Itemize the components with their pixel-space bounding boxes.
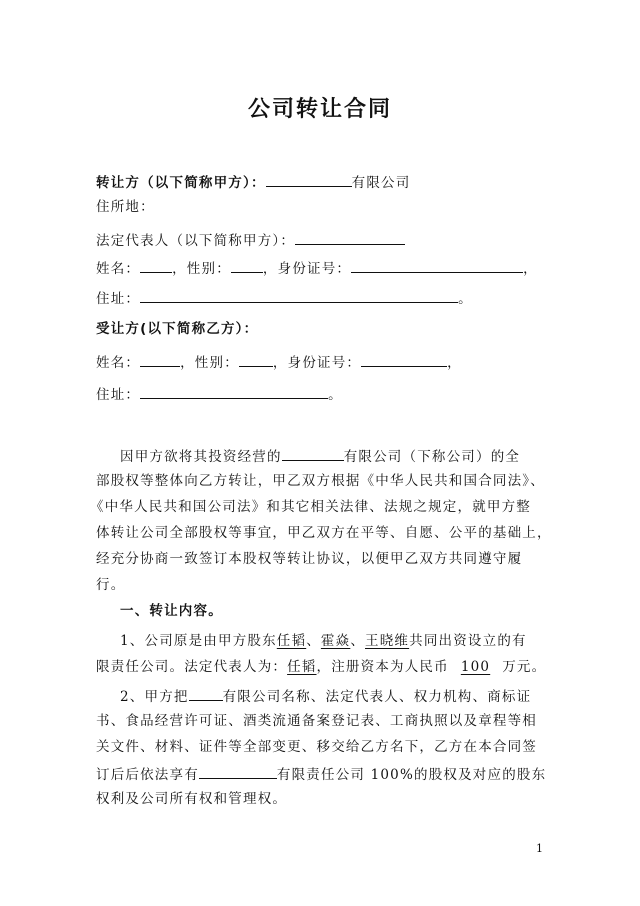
company-blank	[282, 446, 344, 461]
clause-text: 有限责任公司 100%的股权及对应的股东	[276, 767, 547, 783]
separator: 、	[306, 633, 321, 649]
shareholder-name: 任韬	[276, 633, 307, 649]
address-label: 住址：	[96, 291, 141, 307]
address-blank	[140, 384, 328, 399]
company-suffix: 有限公司	[351, 175, 411, 191]
intro-line-6: 行。	[96, 577, 126, 593]
intro-line-3: 《中华人民共和国公司法》和其它相关法律、法规之规定，就甲方整	[90, 499, 531, 515]
comma: ，	[447, 355, 462, 371]
section-heading: 一、转让内容。	[120, 603, 223, 619]
id-blank	[361, 352, 447, 367]
shareholder-name: 王晓维	[365, 633, 410, 649]
legal-rep-line	[96, 230, 405, 250]
gender-blank	[231, 258, 263, 273]
address-blank	[140, 288, 458, 303]
gender-label: ，性别：	[172, 261, 231, 277]
registered-capital: 100	[460, 659, 491, 675]
name-label: 姓名：	[96, 261, 141, 277]
clause1-line-2	[96, 658, 546, 676]
intro-text: 因甲方欲将其投资经营的	[120, 449, 282, 465]
intro-line-2: 部股权等整体向乙方转让，甲乙双方根据《中华人民共和国合同法》、	[96, 473, 545, 489]
clause-text: 万元。	[502, 659, 547, 675]
transferor-label: 转让方（以下简称甲方）：	[96, 175, 266, 191]
clause-text: 共同出资设立的有	[409, 633, 527, 649]
intro-line-1	[120, 446, 520, 466]
company-blank	[199, 764, 277, 779]
legal-rep-name: 任韬	[287, 659, 317, 675]
page-title: 公司转让合同	[247, 97, 392, 122]
clause-text: 有限公司名称、法定代表人、权力机构、商标证	[222, 689, 532, 705]
clause2-line-2: 书、食品经营许可证、酒类流通备案登记表、工商执照以及章程等相	[96, 713, 537, 729]
residence-line: 住所地：	[96, 199, 155, 215]
transferor-line	[96, 172, 410, 192]
page-number: 1	[536, 842, 543, 855]
transferor-info-line	[96, 258, 538, 278]
separator: 、	[350, 633, 366, 649]
clause-text: 2、甲方把	[120, 689, 189, 705]
name-blank	[140, 258, 172, 273]
clause-text: ，注册资本为人民币	[316, 659, 449, 675]
address-label: 住址：	[96, 387, 141, 403]
transferee-info-line	[96, 352, 462, 372]
clause2-line-1	[120, 686, 531, 706]
clause-text: 限责任公司。法定代表人为：	[96, 659, 288, 675]
legal-rep-label: 法定代表人（以下简称甲方）：	[96, 233, 296, 249]
clause-text: 订后后依法享有	[96, 767, 199, 783]
transferee-label: 受让方(以下简称乙方）：	[96, 321, 259, 337]
id-label: ，身份证号：	[262, 261, 352, 277]
clause1-line-1	[120, 632, 527, 650]
id-label: ，身份证号：	[272, 355, 362, 371]
company-name-blank	[266, 172, 352, 187]
period: 。	[328, 387, 343, 403]
clause-text: 1、公司原是由甲方股东	[120, 633, 277, 649]
intro-line-4: 体转让公司全部股权等事宜，甲乙双方在平等、自愿、公平的基础上，	[96, 525, 552, 541]
intro-line-5: 经充分协商一致签订本股权等转让协议，以便甲乙双方共同遵守履	[96, 551, 523, 567]
shareholder-name: 霍焱	[320, 633, 351, 649]
gender-blank	[239, 352, 273, 367]
name-label: 姓名：	[96, 355, 141, 371]
legal-rep-blank	[295, 230, 405, 245]
clause2-line-4	[96, 764, 546, 784]
gender-label: ，性别：	[180, 355, 239, 371]
period: 。	[458, 291, 473, 307]
name-blank	[140, 352, 180, 367]
intro-text: 有限公司（下称公司）的全	[343, 449, 521, 465]
id-blank	[351, 258, 523, 273]
comma: ，	[523, 261, 538, 277]
company-blank	[189, 686, 223, 701]
clause2-line-3: 关文件、材料、证件等全部变更、移交给乙方名下，乙方在本合同签	[96, 739, 537, 755]
transferee-address-line	[96, 384, 343, 404]
transferor-address-line	[96, 288, 473, 308]
clause2-line-5: 权利及公司所有权和管理权。	[96, 791, 288, 807]
